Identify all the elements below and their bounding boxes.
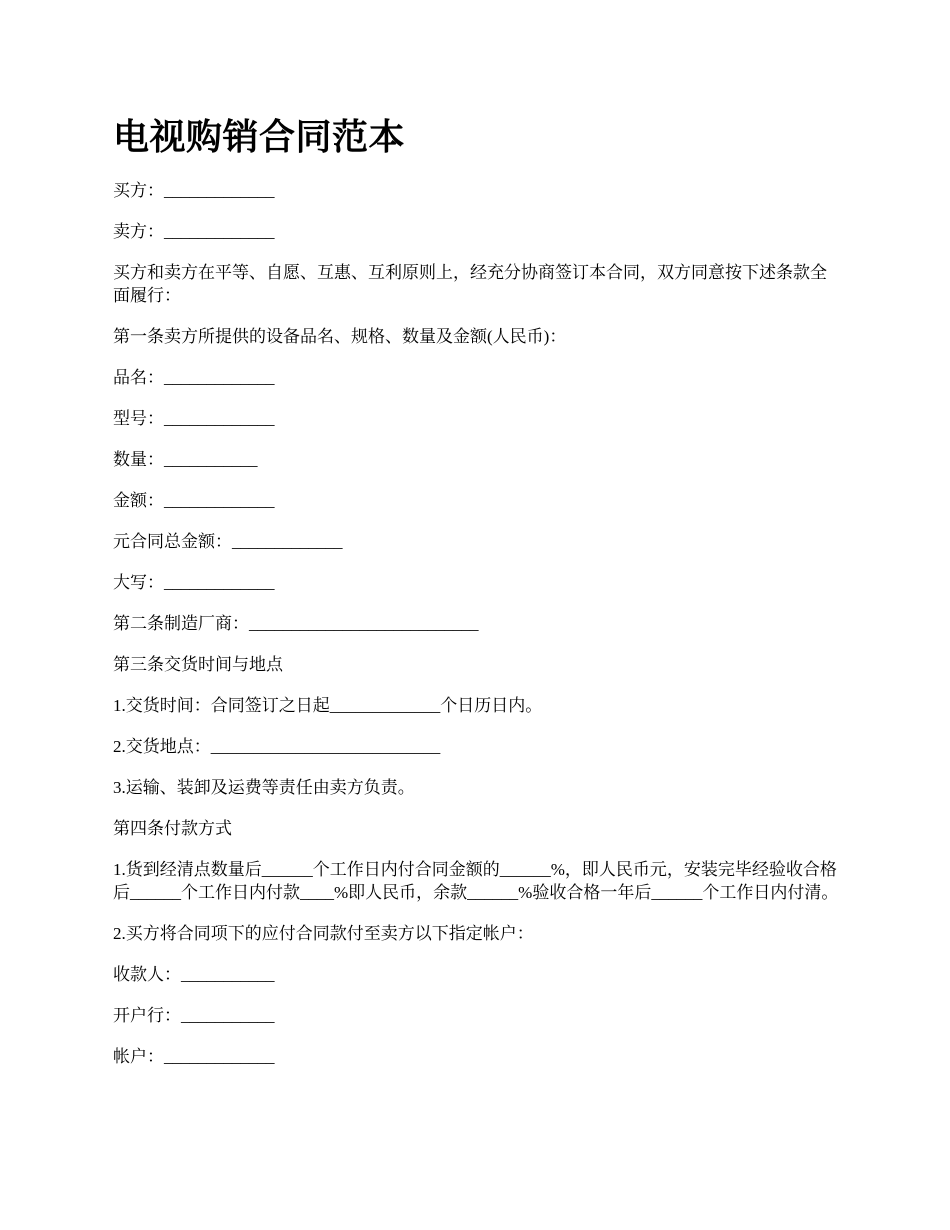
- delivery-time-line: 1.交货时间：合同签订之日起_____________个日历日内。: [113, 696, 543, 715]
- payment-terms-paragraph: 1.货到经清点数量后______个工作日内付合同金额的______%，即人民币元，安装完毕经验收合格后______个工作日内付款____%即人民币，余款______%验收合格一年后______个工作日内付清。: [113, 860, 839, 902]
- intro-paragraph: 买方和卖方在平等、自愿、互惠、互利原则上，经充分协商签订本合同，双方同意按下述条款全面履行：: [113, 263, 827, 305]
- article-3-heading: 第三条交货时间与地点: [113, 655, 283, 674]
- model-line: 型号：_____________: [113, 409, 275, 428]
- article-1-heading: 第一条卖方所提供的设备品名、规格、数量及金额(人民币)：: [113, 327, 567, 346]
- delivery-place-line: 2.交货地点：___________________________: [113, 737, 441, 756]
- document-title: 电视购销合同范本: [113, 117, 406, 157]
- article-4-heading: 第四条付款方式: [113, 819, 232, 838]
- seller-line: 卖方：_____________: [113, 222, 275, 241]
- amount-in-words-line: 大写：_____________: [113, 573, 275, 592]
- payee-line: 收款人：___________: [113, 965, 275, 984]
- account-line: 帐户：_____________: [113, 1047, 275, 1066]
- bank-line: 开户行：___________: [113, 1006, 275, 1025]
- payment-account-intro: 2.买方将合同项下的应付合同款付至卖方以下指定帐户：: [113, 924, 534, 943]
- transport-responsibility-line: 3.运输、装卸及运费等责任由卖方负责。: [113, 778, 415, 797]
- amount-line: 金额：_____________: [113, 491, 275, 510]
- buyer-line: 买方：_____________: [113, 181, 275, 200]
- product-name-line: 品名：_____________: [113, 368, 275, 387]
- article-2-manufacturer: 第二条制造厂商：___________________________: [113, 614, 479, 633]
- total-amount-line: 元合同总金额：_____________: [113, 532, 343, 551]
- document-page: [113, 113, 843, 1086]
- quantity-line: 数量：___________: [113, 450, 258, 469]
